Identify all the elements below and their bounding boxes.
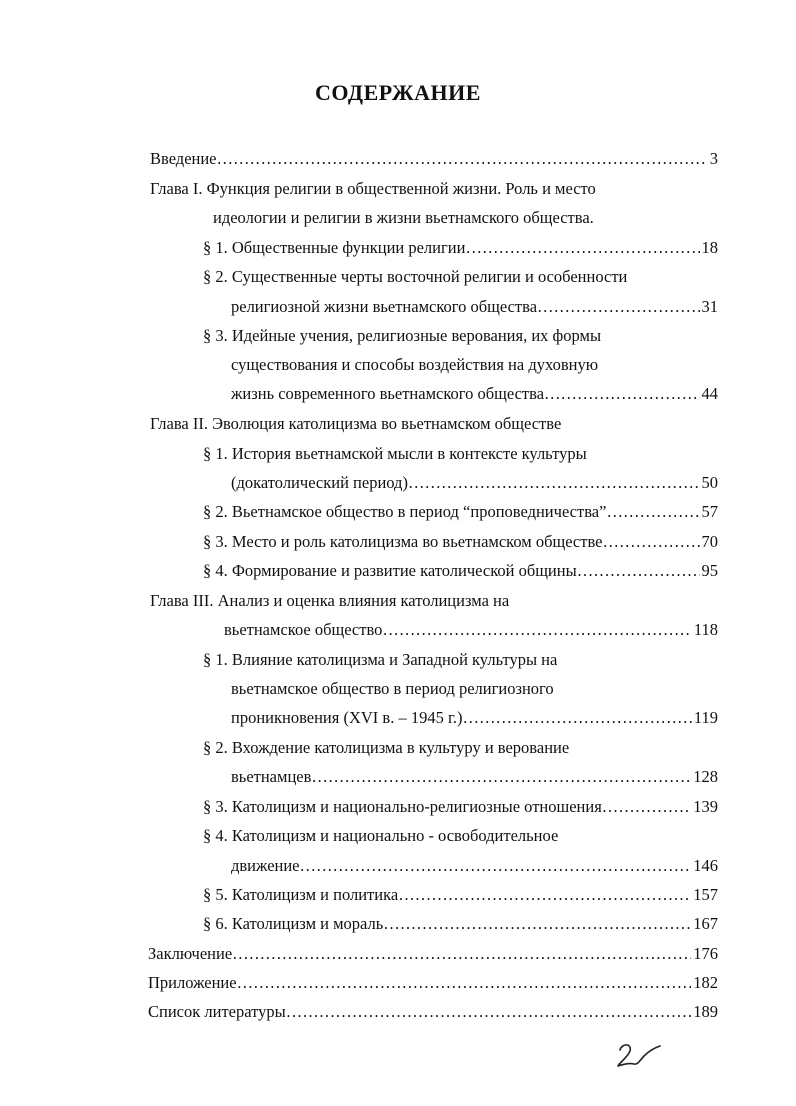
toc-entry-text: § 6. Католицизм и мораль: [203, 914, 384, 933]
toc-entry-text: проникновения (XVI в. – 1945 г.): [231, 708, 463, 727]
toc-entry-conclusion: [148, 943, 718, 965]
toc-leader-dots: [465, 237, 699, 259]
toc-leader-dots: [602, 796, 691, 818]
toc-leader-dots: [463, 707, 692, 729]
toc-page-number: 189: [693, 1002, 718, 1021]
toc-leader-dots: [237, 972, 692, 994]
toc-page-number: 70: [701, 532, 718, 551]
toc-leader-dots: [408, 472, 700, 494]
toc-page-number: 139: [693, 797, 718, 816]
toc-page-number: 176: [693, 944, 718, 963]
toc-page-number: 3: [709, 149, 718, 168]
toc-leader-dots: [382, 619, 691, 641]
toc-entry-ch3-s2-cont: [231, 766, 718, 788]
page-title: СОДЕРЖАНИЕ: [315, 80, 481, 105]
toc-entry-ch1-s2-cont: [231, 296, 718, 318]
toc-entry-ch3-s1-cont2: [231, 707, 718, 729]
toc-entry-intro: [150, 148, 718, 170]
toc-entry-text: (докатолический период): [231, 473, 408, 492]
toc-leader-dots: [217, 148, 708, 170]
toc-page-number: 44: [701, 384, 718, 403]
toc-entry-ch3-s1: § 1. Влияние католицизма и Западной культуры на: [203, 650, 558, 669]
toc-entry-text: § 4. Формирование и развитие католической общины: [203, 561, 577, 580]
toc-entry-ch1-s1: [203, 237, 718, 259]
toc-entry-text: вьетнамцев: [231, 767, 312, 786]
toc-entry-appendix: [148, 972, 718, 994]
toc-page-number: 128: [693, 767, 718, 786]
toc-entry-bibliography: [148, 1001, 718, 1023]
toc-page-number: 118: [693, 620, 718, 639]
toc-entry-text: Заключение: [148, 944, 233, 963]
toc-entry-text: жизнь современного вьетнамского общества: [231, 384, 545, 403]
toc-chapter-2-heading: Глава II. Эволюция католицизма во вьетнамском обществе: [150, 414, 562, 433]
toc-entry-text: § 2. Вьетнамское общество в период “проповедничества”: [203, 502, 607, 521]
toc-entry-ch1-s3: § 3. Идейные учения, религиозные верования, их формы: [203, 326, 602, 345]
toc-page-number: 167: [693, 914, 718, 933]
toc-entry-ch2-s3: [203, 531, 718, 553]
toc-leader-dots: [286, 1001, 692, 1023]
toc-page-number: 57: [701, 502, 718, 521]
toc-chapter-1-heading: Глава I. Функция религии в общественной жизни. Роль и место: [150, 179, 596, 198]
toc-leader-dots: [383, 913, 691, 935]
toc-leader-dots: [232, 943, 691, 965]
toc-entry-ch1-s3-cont2: [231, 383, 718, 405]
toc-entry-ch2-s1-cont: [231, 472, 718, 494]
toc-leader-dots: [398, 884, 691, 906]
toc-entry-text: вьетнамское общество: [224, 620, 383, 639]
toc-page-number: 31: [701, 297, 718, 316]
toc-entry-text: § 5. Католицизм и политика: [203, 885, 399, 904]
toc-entry-text: § 3. Место и роль католицизма во вьетнамском обществе: [203, 532, 603, 551]
toc-entry-ch1-s2: § 2. Существенные черты восточной религии и особенности: [203, 267, 628, 286]
toc-entry-ch2-s4: [203, 560, 718, 582]
toc-chapter-3-heading: Глава III. Анализ и оценка влияния католицизма на: [150, 591, 510, 610]
toc-leader-dots: [577, 560, 700, 582]
toc-entry-text: религиозной жизни вьетнамского общества: [231, 297, 538, 316]
toc-entry-ch3-s2: § 2. Вхождение католицизма в культуру и верование: [203, 738, 570, 757]
toc-page-number: 95: [701, 561, 718, 580]
toc-page-number: 18: [701, 238, 718, 257]
toc-entry-ch3-s3: [203, 796, 718, 818]
toc-entry-ch3-s4: § 4. Католицизм и национально - освободительное: [203, 826, 559, 845]
toc-entry-text: Введение: [150, 149, 217, 168]
toc-entry-ch3-s1-cont: вьетнамское общество в период религиозного: [231, 679, 554, 698]
toc-leader-dots: [606, 501, 699, 523]
toc-leader-dots: [300, 855, 692, 877]
toc-entry-ch1-s3-cont: существования и способы воздействия на духовную: [231, 355, 599, 374]
handwritten-page-number: [612, 1040, 662, 1070]
toc-leader-dots: [544, 383, 699, 405]
toc-entry-text: Приложение: [148, 973, 237, 992]
toc-entry-text: движение: [231, 856, 300, 875]
toc-entry-text: Список литературы: [148, 1002, 286, 1021]
toc-entry-ch2-s2: [203, 501, 718, 523]
toc-entry-ch3-s5: [203, 884, 718, 906]
toc-entry-text: § 1. Общественные функции религии: [203, 238, 466, 257]
toc-page-number: 119: [693, 708, 718, 727]
toc-leader-dots: [311, 766, 691, 788]
toc-leader-dots: [537, 296, 699, 318]
toc-leader-dots: [603, 531, 700, 553]
toc-entry-ch2-s1: § 1. История вьетнамской мысли в контексте культуры: [203, 444, 587, 463]
toc-chapter-3-heading-cont: [224, 619, 718, 641]
toc-chapter-1-heading-cont: идеологии и религии в жизни вьетнамского общества.: [213, 208, 594, 227]
toc-entry-text: § 3. Католицизм и национально-религиозные отношения: [203, 797, 602, 816]
toc-entry-ch3-s4-cont: [231, 855, 718, 877]
toc-page-number: 182: [693, 973, 718, 992]
toc-page-number: 50: [701, 473, 718, 492]
toc-page-number: 157: [693, 885, 718, 904]
toc-entry-ch3-s6: [203, 913, 718, 935]
toc-page-number: 146: [693, 856, 718, 875]
